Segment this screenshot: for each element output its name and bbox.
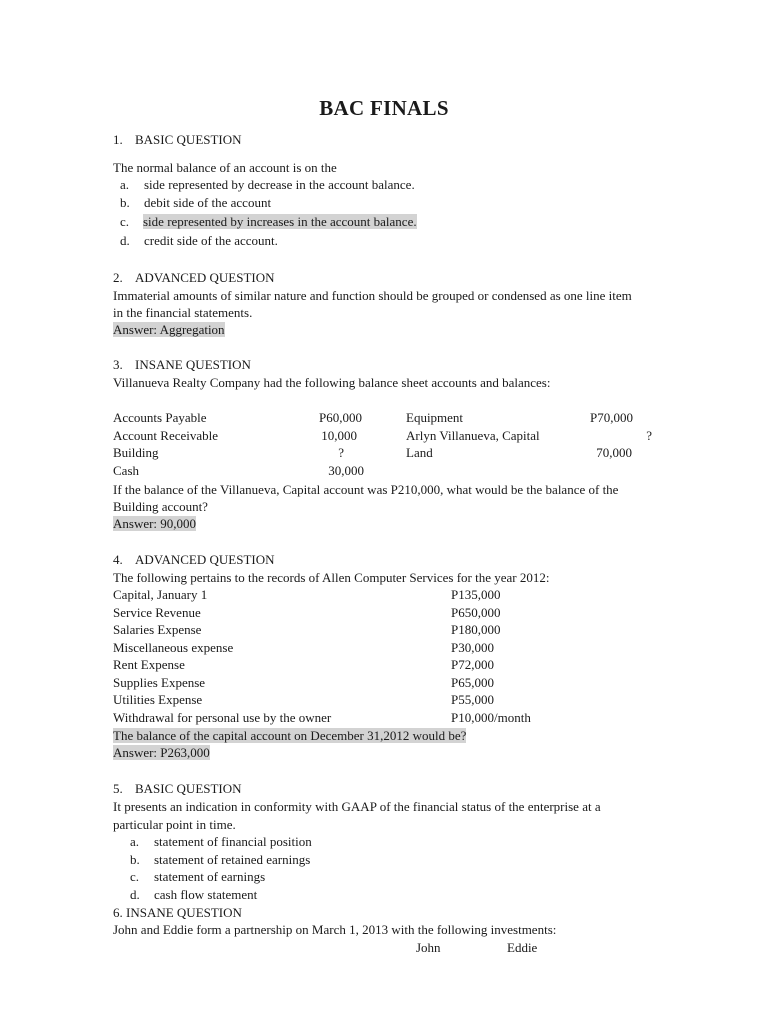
q2-heading: ADVANCED QUESTION (135, 270, 275, 285)
q3-right-account-name: Land (406, 445, 433, 460)
q3-right-account-value: ? (646, 428, 652, 443)
q4-item-name: Salaries Expense (113, 622, 202, 637)
q1-number: 1. (113, 132, 123, 147)
q4-item-value: P180,000 (451, 622, 501, 637)
q3-left-account-value: 10,000 (321, 428, 357, 443)
q1-option-text-highlighted: side represented by increases in the account balance. (143, 214, 417, 229)
q4-item-name: Rent Expense (113, 657, 185, 672)
q3-right-account-name: Equipment (406, 410, 464, 425)
q3-intro: Villanueva Realty Company had the following balance sheet accounts and balances: (113, 375, 551, 390)
q3-left-account-name: Building (113, 445, 159, 460)
q4-item-name: Service Revenue (113, 605, 201, 620)
q3-heading: INSANE QUESTION (135, 357, 251, 372)
q5-option-letter: d. (130, 887, 140, 902)
q1-option-letter: c. (120, 214, 130, 229)
q5-option-letter: b. (130, 852, 140, 867)
q1-option-letter: a. (120, 177, 130, 192)
q6-heading: 6. INSANE QUESTION (113, 905, 242, 920)
q1-heading: BASIC QUESTION (135, 132, 242, 147)
q2-number: 2. (113, 270, 123, 285)
q3-number: 3. (113, 357, 123, 372)
q6-column-eddie: Eddie (507, 940, 538, 955)
q4-item-value: P65,000 (451, 675, 494, 690)
q5-text-line2: particular point in time. (113, 817, 236, 832)
q4-intro: The following pertains to the records of Allen Computer Services for the year 2012: (113, 570, 550, 585)
q3-right-account-value: 70,000 (596, 445, 632, 460)
q4-item-name: Utilities Expense (113, 692, 203, 707)
q3-left-account-value: ? (338, 445, 344, 460)
q3-right-account-value: P70,000 (590, 410, 633, 425)
q4-item-value: P650,000 (451, 605, 501, 620)
q5-option-text: statement of retained earnings (154, 852, 311, 867)
q4-item-value: P55,000 (451, 692, 494, 707)
q6-intro: John and Eddie form a partnership on March 1, 2013 with the following investments: (113, 922, 557, 937)
q4-item-value: P10,000/month (451, 710, 531, 725)
q1-option-text: credit side of the account. (144, 233, 278, 248)
q3-left-account-name: Cash (113, 463, 139, 478)
q3-left-account-value: 30,000 (328, 463, 364, 478)
q3-left-account-name: Accounts Payable (113, 410, 207, 425)
q6-column-john: John (416, 940, 441, 955)
page-title: BAC FINALS (319, 96, 449, 120)
q5-option-letter: a. (130, 834, 140, 849)
q4-item-name: Capital, January 1 (113, 587, 208, 602)
q1-stem: The normal balance of an account is on the (113, 160, 337, 175)
q4-item-name: Miscellaneous expense (113, 640, 234, 655)
q1-option-text: side represented by decrease in the account balance. (144, 177, 415, 192)
q4-answer: Answer: P263,000 (113, 745, 210, 760)
q1-option-letter: b. (120, 195, 130, 210)
q3-right-account-name: Arlyn Villanueva, Capital (406, 428, 540, 443)
q4-item-value: P30,000 (451, 640, 494, 655)
q2-text-line1: Immaterial amounts of similar nature and function should be grouped or condensed as one line item (113, 288, 632, 303)
q5-heading: BASIC QUESTION (135, 781, 242, 796)
q5-option-text: statement of earnings (154, 869, 266, 884)
q3-question-line1: If the balance of the Villanueva, Capital account was P210,000, what would be the balance of the (113, 482, 619, 497)
q2-answer: Answer: Aggregation (113, 322, 225, 337)
q3-left-account-name: Account Receivable (113, 428, 219, 443)
q3-answer: Answer: 90,000 (113, 516, 197, 531)
q2-text-line2: in the financial statements. (113, 305, 253, 320)
q4-question: The balance of the capital account on December 31,2012 would be? (113, 728, 467, 743)
q5-option-text: statement of financial position (154, 834, 312, 849)
q1-option-text: debit side of the account (144, 195, 272, 210)
q4-item-name: Supplies Expense (113, 675, 206, 690)
q5-number: 5. (113, 781, 123, 796)
q4-heading: ADVANCED QUESTION (135, 552, 275, 567)
q4-item-name: Withdrawal for personal use by the owner (113, 710, 332, 725)
q4-number: 4. (113, 552, 123, 567)
q5-text-line1: It presents an indication in conformity with GAAP of the financial status of the enterprise at a (113, 799, 601, 814)
q3-question-line2: Building account? (113, 499, 208, 514)
q4-item-value: P72,000 (451, 657, 494, 672)
q4-item-value: P135,000 (451, 587, 501, 602)
q5-option-letter: c. (130, 869, 140, 884)
q3-left-account-value: P60,000 (319, 410, 362, 425)
q1-option-letter: d. (120, 233, 130, 248)
q5-option-text: cash flow statement (154, 887, 258, 902)
